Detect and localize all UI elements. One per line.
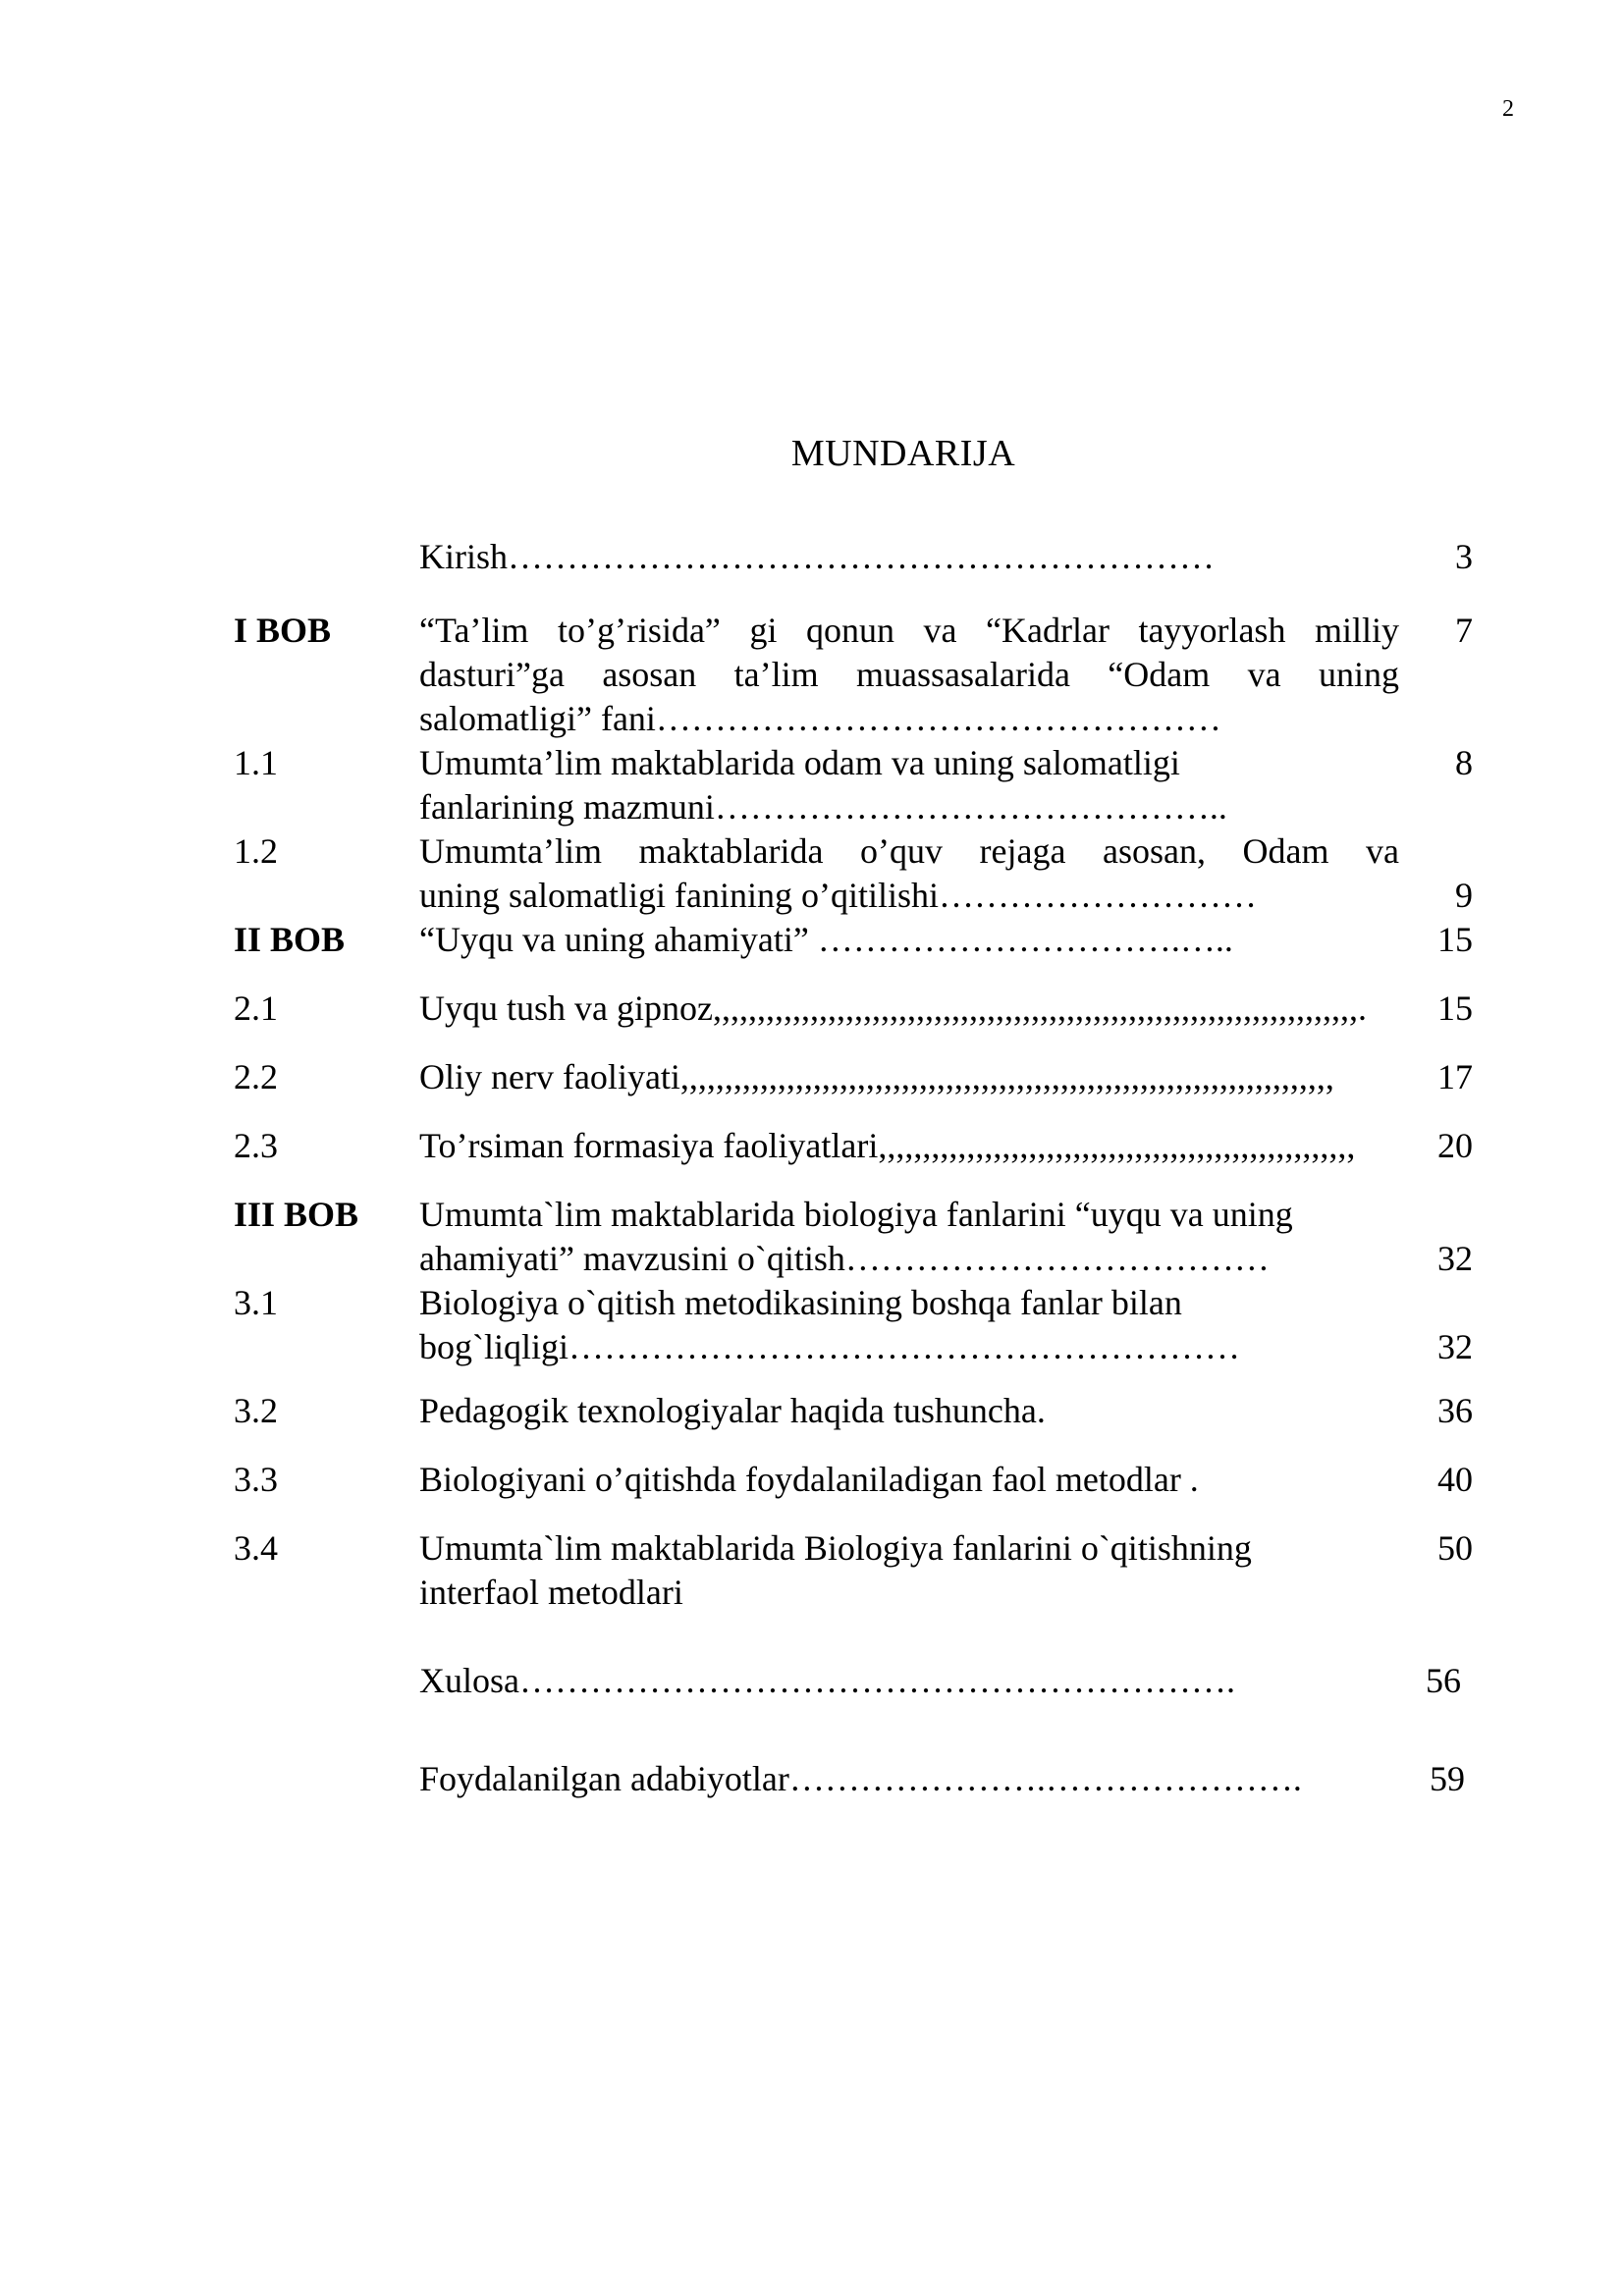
toc-entry-title-line: fanlarining mazmuni…………………………………….. [419, 787, 1227, 827]
toc-entry-title-line: ahamiyati” mavzusini o`qitish……………………………… [419, 1239, 1270, 1278]
toc-entry-number: 3.1 [234, 1283, 278, 1322]
toc-entry-page: 40 [1437, 1460, 1473, 1499]
toc-entry-page: 20 [1437, 1126, 1473, 1165]
toc-entry-page: 15 [1437, 920, 1473, 959]
toc-entry-title [419, 918, 1399, 962]
toc-entry-title-line: dasturi”ga asosan ta’lim muassasalarida “Odam va uning [419, 655, 1399, 694]
toc-entry-title-line: Umumta`lim maktablarida Biologiya fanlarini o`qitishning [419, 1528, 1252, 1568]
toc-entry-number: I BOB [234, 611, 332, 650]
toc-entry-number: 2.2 [234, 1057, 278, 1096]
toc-entry-number: 1.2 [234, 831, 278, 871]
toc-entry-title [419, 1055, 1399, 1099]
toc-entry-page: 17 [1437, 1057, 1473, 1096]
toc-entry-page: 32 [1437, 1239, 1473, 1278]
toc-entry-page: 50 [1437, 1528, 1473, 1568]
toc-entry-title-line: Oliy nerv faoliyati,,,,,,,,,,,,,,,,,,,,,,,,,,,,,,,,,,,,,,,,,,,,,,,,,,,,,,,,,,,,,,,,,,,,,,,,,, [419, 1057, 1334, 1096]
toc-entry-number: 2.1 [234, 988, 278, 1028]
toc-entry-title-line: uning salomatligi fanining o’qitilishi……………………… [419, 876, 1257, 915]
toc-entry-title [419, 535, 1399, 579]
toc-entry-title-line: Kirish…………………………………………………… [419, 537, 1215, 576]
toc-entry-title [419, 1281, 1399, 1369]
toc-entry-title-line: Umumta`lim maktablarida biologiya fanlarini “uyqu va uning [419, 1195, 1293, 1234]
toc-entry-title-line: bog`liqligi………………………………………………… [419, 1327, 1240, 1366]
toc-entry-title-line: Umumta’lim maktablarida odam va uning salomatligi [419, 743, 1180, 782]
toc-entry-title-line: “Uyqu va uning ahamiyati” ………………………….….. [419, 920, 1233, 959]
toc-entry-title-line: Biologiyani o’qitishda foydalaniladigan faol metodlar . [419, 1460, 1199, 1499]
toc-entry-title [419, 741, 1399, 829]
toc-entry-title [419, 1659, 1399, 1703]
toc-entry-title-line: Foydalanilgan adabiyotlar………………….…………………. [419, 1759, 1302, 1798]
toc-entry-page: 15 [1437, 988, 1473, 1028]
toc-entry-page: 32 [1437, 1327, 1473, 1366]
toc-entry-number: 3.2 [234, 1391, 278, 1430]
toc-entry-title-line: Umumta’lim maktablarida o’quv rejaga asosan, Odam va [419, 831, 1399, 871]
toc-entry-title [419, 609, 1399, 741]
toc-entry-page: 56 [1426, 1661, 1461, 1700]
toc-entry-title-line: To’rsiman formasiya faoliyatlari,,,,,,,,,,,,,,,,,,,,,,,,,,,,,,,,,,,,,,,,,,,,,,,,,,,,,, [419, 1126, 1356, 1165]
page-number: 2 [1502, 96, 1514, 122]
toc-entry-number: 3.4 [234, 1528, 278, 1568]
toc-entry-title-line: salomatligi” fani………………………………………… [419, 699, 1221, 738]
toc-entry-title [419, 829, 1399, 918]
toc-entry-title [419, 1193, 1399, 1281]
toc-entry-title-line: interfaol metodlari [419, 1573, 683, 1612]
toc-entry-title [419, 1526, 1399, 1615]
toc-entry-title-line: “Ta’lim to’g’risida” gi qonun va “Kadrlar tayyorlash milliy [419, 611, 1399, 650]
toc-entry-page: 59 [1430, 1759, 1465, 1798]
toc-entry-page: 9 [1455, 876, 1473, 915]
toc-entry-number: 3.3 [234, 1460, 278, 1499]
toc-entry-title-line: Uyqu tush va gipnoz,,,,,,,,,,,,,,,,,,,,,,,,,,,,,,,,,,,,,,,,,,,,,,,,,,,,,,,,,,,,,,,,,,,,,,,,,. [419, 988, 1367, 1028]
toc-entry-number: 2.3 [234, 1126, 278, 1165]
toc-entry-title [419, 1458, 1399, 1502]
toc-entry-page: 3 [1455, 537, 1473, 576]
toc-entry-title [419, 987, 1399, 1031]
toc-entry-page: 7 [1455, 611, 1473, 650]
toc-entry-title [419, 1389, 1399, 1433]
toc-entry-page: 8 [1455, 743, 1473, 782]
toc-entry-number: 1.1 [234, 743, 278, 782]
toc-entry-page: 36 [1437, 1391, 1473, 1430]
toc-entry-title [419, 1757, 1399, 1801]
toc-entry-title-line: Biologiya o`qitish metodikasining boshqa fanlar bilan [419, 1283, 1182, 1322]
toc-title: MUNDARIJA [790, 433, 1016, 474]
toc-entry-title-line: Xulosa……………………………………………………. [419, 1661, 1235, 1700]
toc-entry-number: II BOB [234, 920, 346, 959]
toc-entry-title-line: Pedagogik texnologiyalar haqida tushuncha. [419, 1391, 1046, 1430]
toc-entry-number: III BOB [234, 1195, 359, 1234]
toc-entry-title [419, 1124, 1399, 1168]
